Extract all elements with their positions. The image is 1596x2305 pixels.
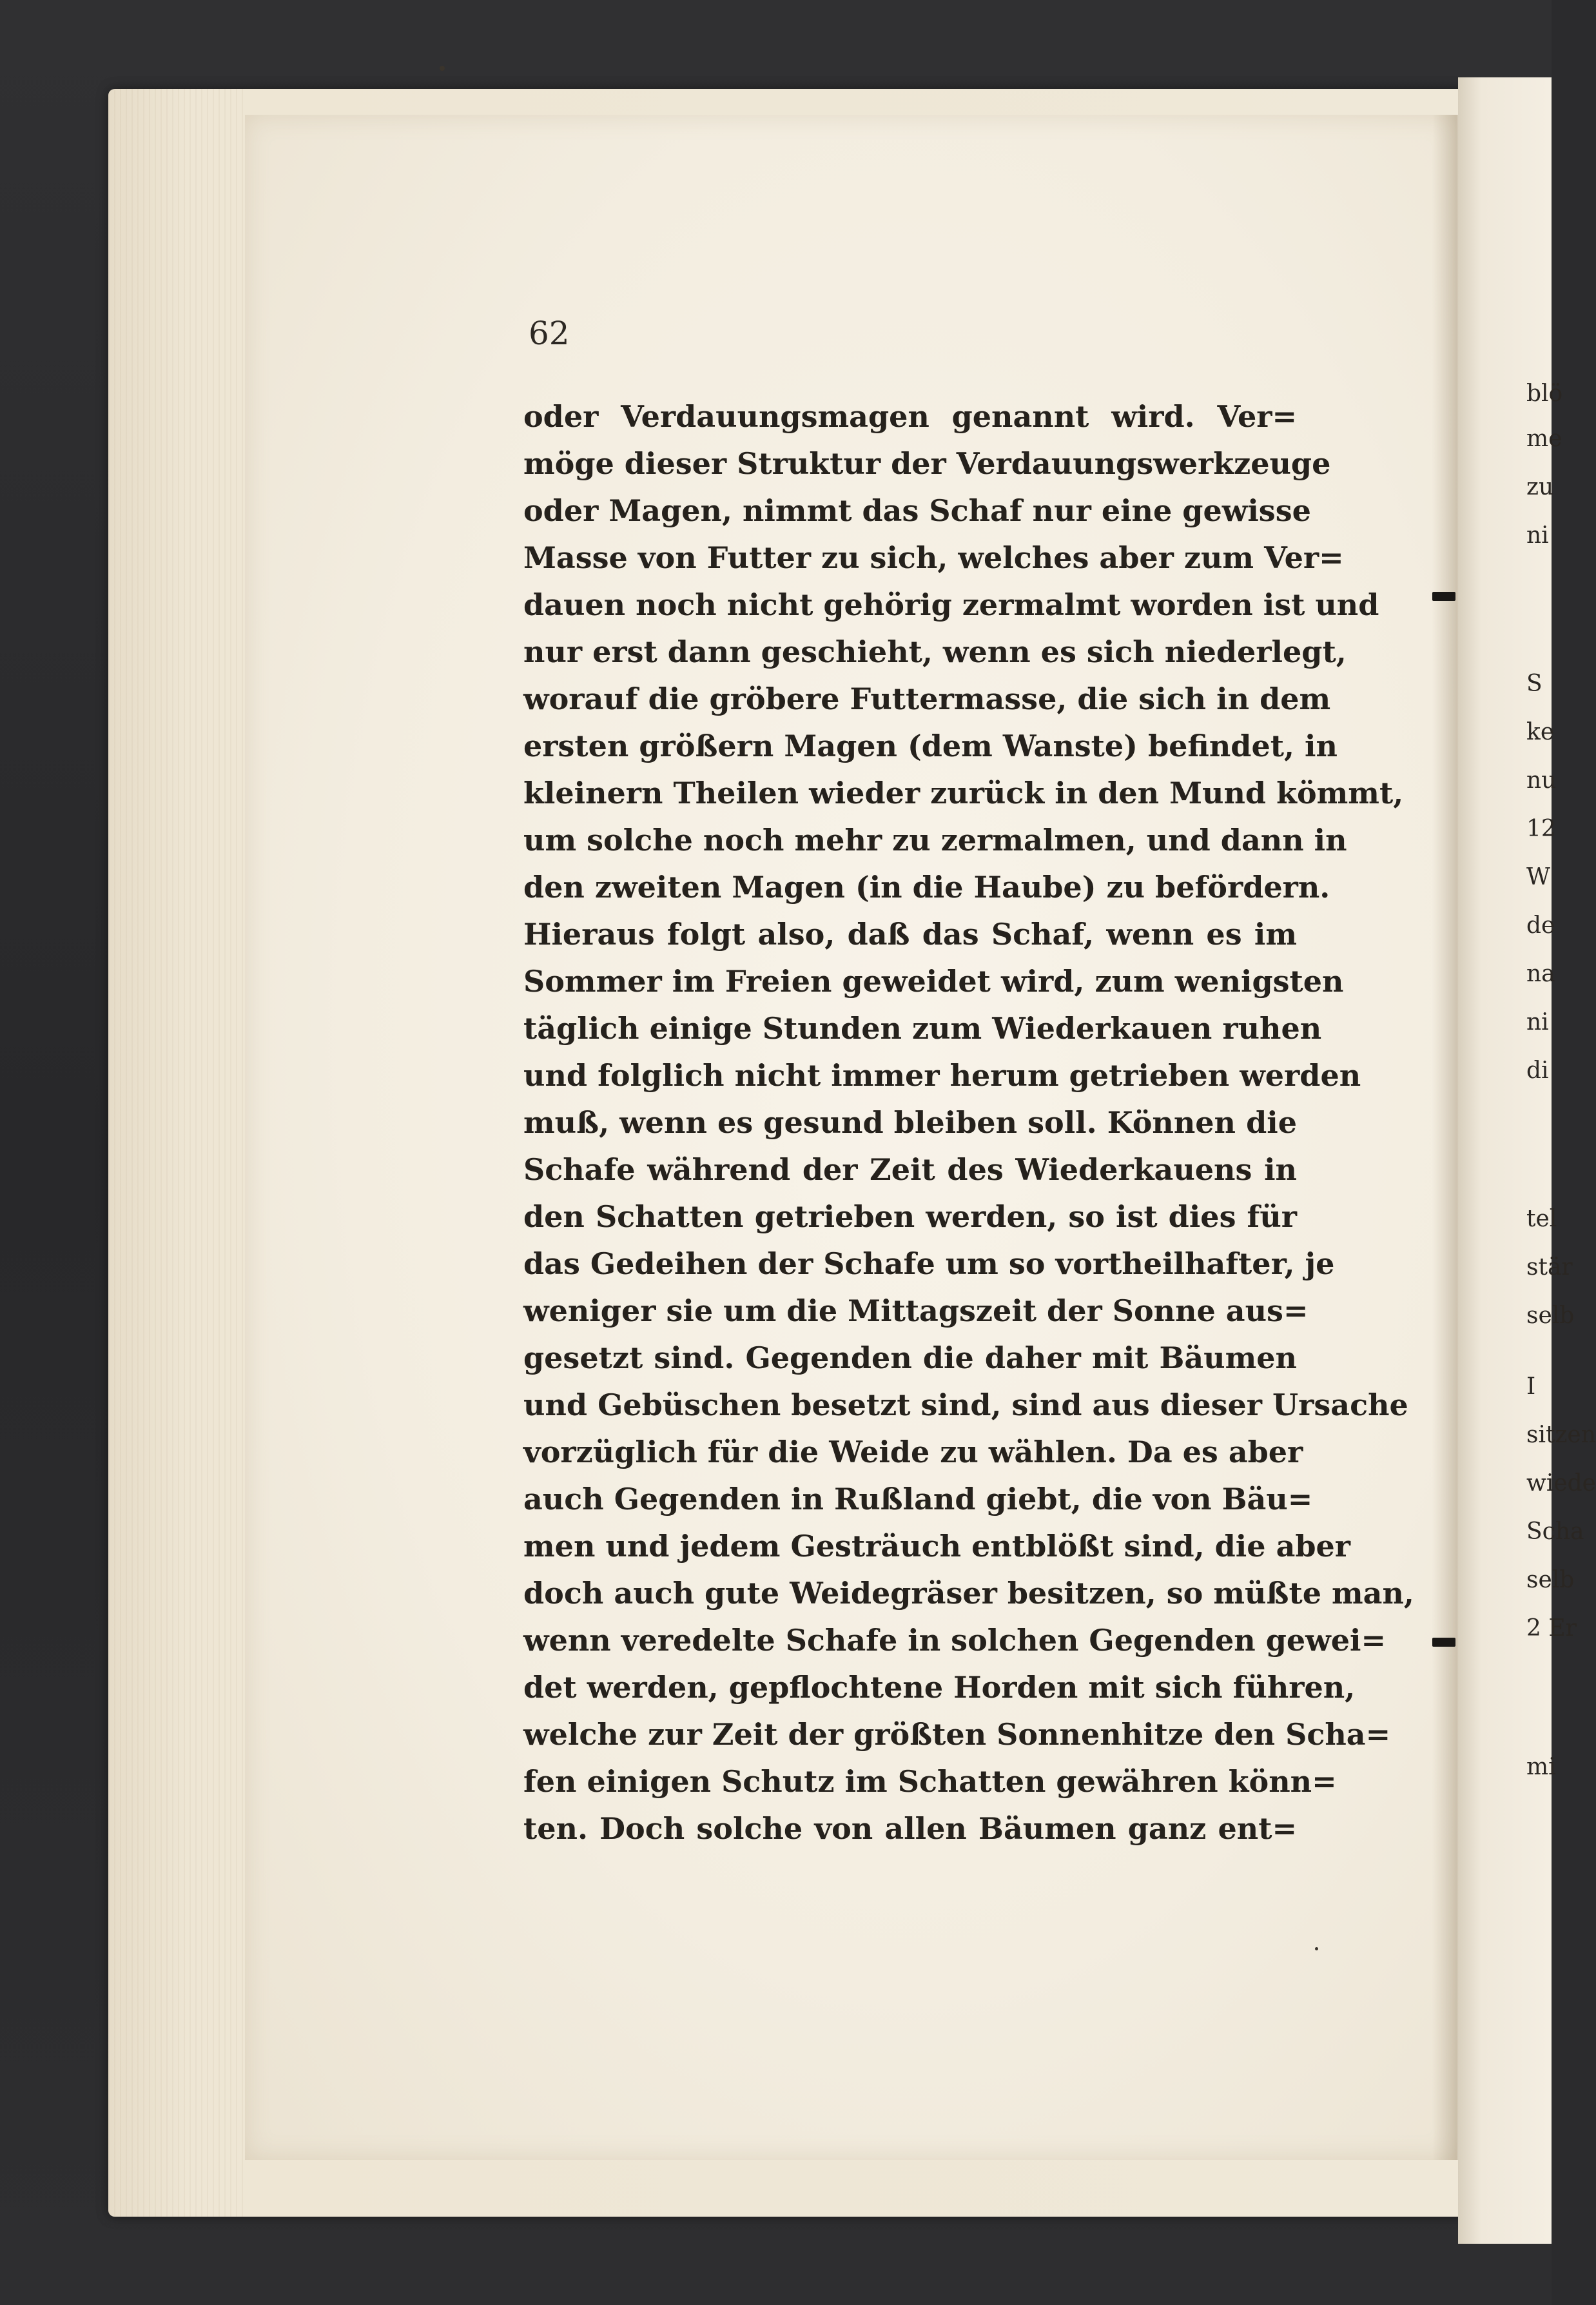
page-number: 62	[529, 315, 570, 352]
facing-fragment: Scha	[1526, 1518, 1584, 1545]
facing-fragment: S	[1526, 671, 1542, 697]
paper-speck	[1315, 1947, 1318, 1950]
text-line: dauen noch nicht gehörig zermalmt worden ist und	[523, 587, 1379, 622]
facing-fragment: sitzen	[1526, 1422, 1596, 1448]
facing-fragment: I	[1526, 1373, 1536, 1400]
text-line: muß, wenn es gesund bleiben soll. Können die	[523, 1105, 1297, 1140]
facing-fragment: nu	[1526, 767, 1557, 794]
thread-marker	[1432, 1638, 1455, 1647]
text-line: Sommer im Freien geweidet wird, zum wenigsten	[523, 964, 1344, 999]
text-line: um solche noch mehr zu zermalmen, und dann in	[523, 823, 1347, 858]
text-line: det werden, gepflochtene Horden mit sich führen,	[523, 1670, 1356, 1705]
text-line: nur erst dann geschieht, wenn es sich niederlegt,	[523, 634, 1347, 669]
text-line: täglich einige Stunden zum Wiederkauen ruhen	[523, 1011, 1322, 1046]
facing-fragment: ni	[1526, 522, 1549, 549]
facing-fragment: zu	[1526, 474, 1554, 500]
text-line: ten. Doch solche von allen Bäumen ganz ent=	[523, 1811, 1297, 1846]
facing-fragment: 2 Er	[1526, 1615, 1577, 1642]
text-line: Schafe während der Zeit des Wiederkauens in	[523, 1152, 1297, 1187]
text-line: und folglich nicht immer herum getrieben werden	[523, 1058, 1361, 1093]
text-line: welche zur Zeit der größten Sonnenhitze den Scha=	[523, 1717, 1391, 1752]
text-line: das Gedeihen der Schafe um so vortheilhafter, je	[523, 1246, 1335, 1281]
text-line: doch auch gute Weidegräser besitzen, so müßte man,	[523, 1576, 1414, 1611]
text-line: und Gebüschen besetzt sind, sind aus dieser Ursache	[523, 1388, 1408, 1422]
text-line: Hieraus folgt also, daß das Schaf, wenn es im	[523, 917, 1297, 952]
thread-marker	[1432, 592, 1455, 601]
facing-fragment: blö	[1526, 380, 1563, 407]
text-line: oder Magen, nimmt das Schaf nur eine gewisse	[523, 493, 1311, 528]
facing-fragment: tel	[1526, 1206, 1557, 1232]
text-line: ersten größern Magen (dem Wanste) befindet, in	[523, 729, 1338, 763]
text-line: wenn veredelte Schafe in solchen Gegenden gewei=	[523, 1623, 1387, 1658]
text-line: worauf die gröbere Futtermasse, die sich in dem	[523, 682, 1331, 716]
facing-fragment: di	[1526, 1057, 1549, 1084]
text-line: auch Gegenden in Rußland giebt, die von Bäu=	[523, 1482, 1313, 1516]
facing-fragment: selb	[1526, 1567, 1575, 1593]
text-line: oder Verdauungsmagen genannt wird. Ver=	[523, 399, 1297, 434]
page-gutter-shadow	[1432, 115, 1458, 2160]
text-line: den zweiten Magen (in die Haube) zu befördern.	[523, 870, 1330, 905]
text-line: kleinern Theilen wieder zurück in den Mund kömmt,	[523, 776, 1404, 810]
text-line: vorzüglich für die Weide zu wählen. Da es aber	[523, 1435, 1303, 1469]
facing-fragment: W	[1526, 864, 1551, 890]
facing-fragment: na	[1526, 961, 1555, 987]
facing-fragment: wiede	[1526, 1470, 1596, 1496]
text-line: weniger sie um die Mittagszeit der Sonne aus=	[523, 1293, 1309, 1328]
text-line: Masse von Futter zu sich, welches aber zum Ver=	[523, 540, 1344, 575]
text-line: men und jedem Gesträuch entblößt sind, die aber	[523, 1529, 1351, 1564]
text-line: fen einigen Schutz im Schatten gewähren könn=	[523, 1764, 1337, 1799]
facing-fragment: stär	[1526, 1254, 1573, 1280]
facing-fragment: selb	[1526, 1302, 1575, 1329]
facing-fragment: de	[1526, 912, 1555, 939]
facing-fragment: mi	[1526, 1754, 1556, 1780]
facing-fragment: ni	[1526, 1009, 1549, 1035]
facing-fragment: me	[1526, 426, 1562, 452]
facing-fragment: 12	[1526, 816, 1556, 842]
text-line: gesetzt sind. Gegenden die daher mit Bäumen	[523, 1340, 1297, 1375]
facing-fragment: ke	[1526, 719, 1555, 745]
text-line: möge dieser Struktur der Verdauungswerkzeuge	[523, 446, 1331, 481]
body-text	[523, 393, 1414, 1852]
text-line: den Schatten getrieben werden, so ist dies für	[523, 1199, 1297, 1234]
paper-speck	[440, 66, 445, 71]
